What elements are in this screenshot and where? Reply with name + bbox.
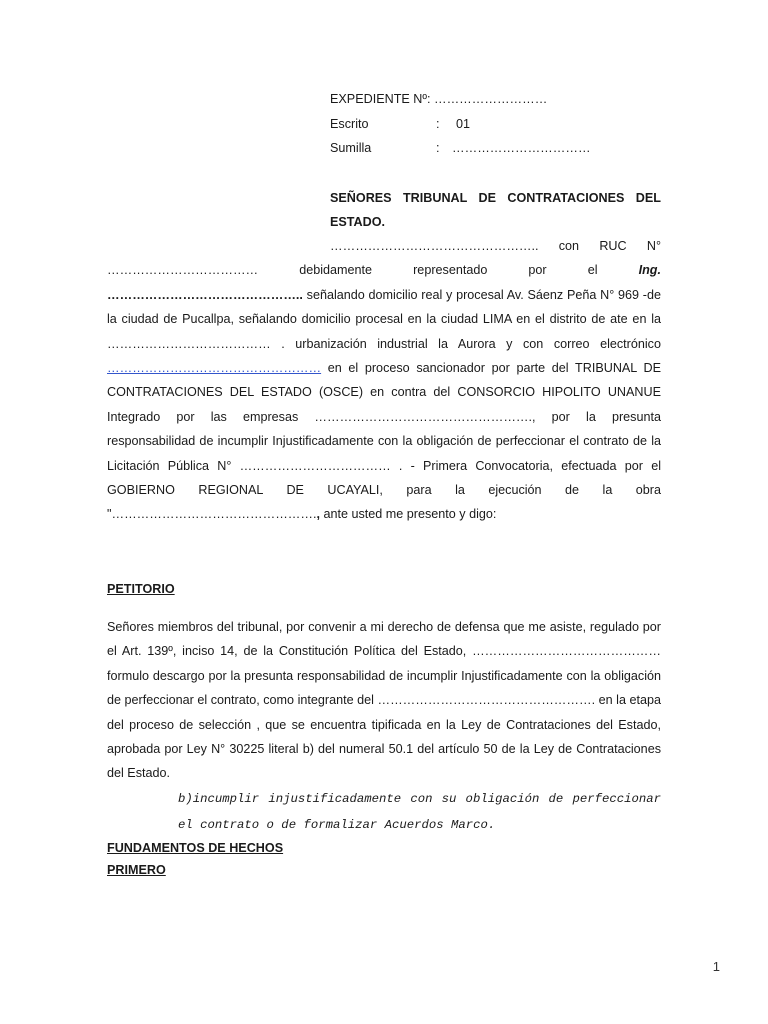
page-number: 1	[712, 959, 720, 974]
escrito-label: Escrito	[330, 117, 369, 131]
intro-paragraph	[107, 234, 661, 527]
escrito-colon: :	[436, 117, 440, 131]
addressee: SEÑORES TRIBUNAL DE CONTRATACIONES DEL ESTADO.	[330, 191, 661, 229]
primero-heading: PRIMERO	[107, 863, 166, 877]
petitorio-body: Señores miembros del tribunal, por convenir a mi derecho de defensa que me asiste, regulado por el Art. 139º, inciso 14, de la Constitución Política del Estado, ……………………………………… formulo descargo por la presunta responsabilidad de incumplir Injustificadamente con la obligación de perfeccionar el contrato, como integrante del ……………………………………………. en la etapa del proceso de selección , que se encuentra tipificada en la Ley de Contrataciones del Estado, aprobada por Ley N° 30225 literal b) del numeral 50.1 del artículo 50 de la Ley de Contrataciones del Estado.	[107, 620, 661, 781]
ing-title: Ing.	[638, 263, 661, 278]
intro-text-4: ante usted me presento y digo:	[319, 507, 497, 522]
escrito-value: 01	[456, 117, 471, 131]
intro-bold-comma: ,	[316, 507, 320, 522]
sumilla-colon: :	[436, 141, 440, 155]
intro-text-2: señalando domicilio real y procesal Av. Sáenz Peña N° 969 -de la ciudad de Pucallpa, señalando domicilio procesal en la ciudad LIMA en el distrito de ate en la ………………………………… . urbanización industrial la Aurora y con correo electrónico	[107, 287, 661, 351]
fundamentos-heading: FUNDAMENTOS DE HECHOS	[107, 841, 284, 855]
representative-name: ………………………………………..	[107, 287, 303, 302]
legal-quote: b)incumplir injustificadamente con su obligación de perfeccionar el contrato o de formalizar Acuerdos Marco.	[178, 792, 661, 832]
expediente-line: EXPEDIENTE Nº: ………………………	[330, 92, 548, 106]
sumilla-value: ……………………………	[452, 141, 591, 155]
intro-text-3: en el proceso sancionador por parte del TRIBUNAL DE CONTRATACIONES DEL ESTADO (OSCE) en contra del CONSORCIO HIPOLITO UNANUE Integrado por las empresas ……………………………………………., por la presunta responsabilidad de incumplir Injustificadamente con la obligación de perfeccionar el contrato de la Licitación Pública N° ……………………………… . - Primera Convocatoria, efectuada por el GOBIERNO REGIONAL DE UCAYALI, para la ejecución de la obra "………………………………………….	[107, 361, 661, 522]
intro-text-1: ………………………………………….. con RUC N° ……………………………… debidamente representado por el	[107, 239, 661, 278]
email-link[interactable]: ……………………………………………	[107, 361, 322, 376]
petitorio-heading: PETITORIO	[107, 582, 175, 596]
sumilla-label: Sumilla	[330, 141, 372, 155]
